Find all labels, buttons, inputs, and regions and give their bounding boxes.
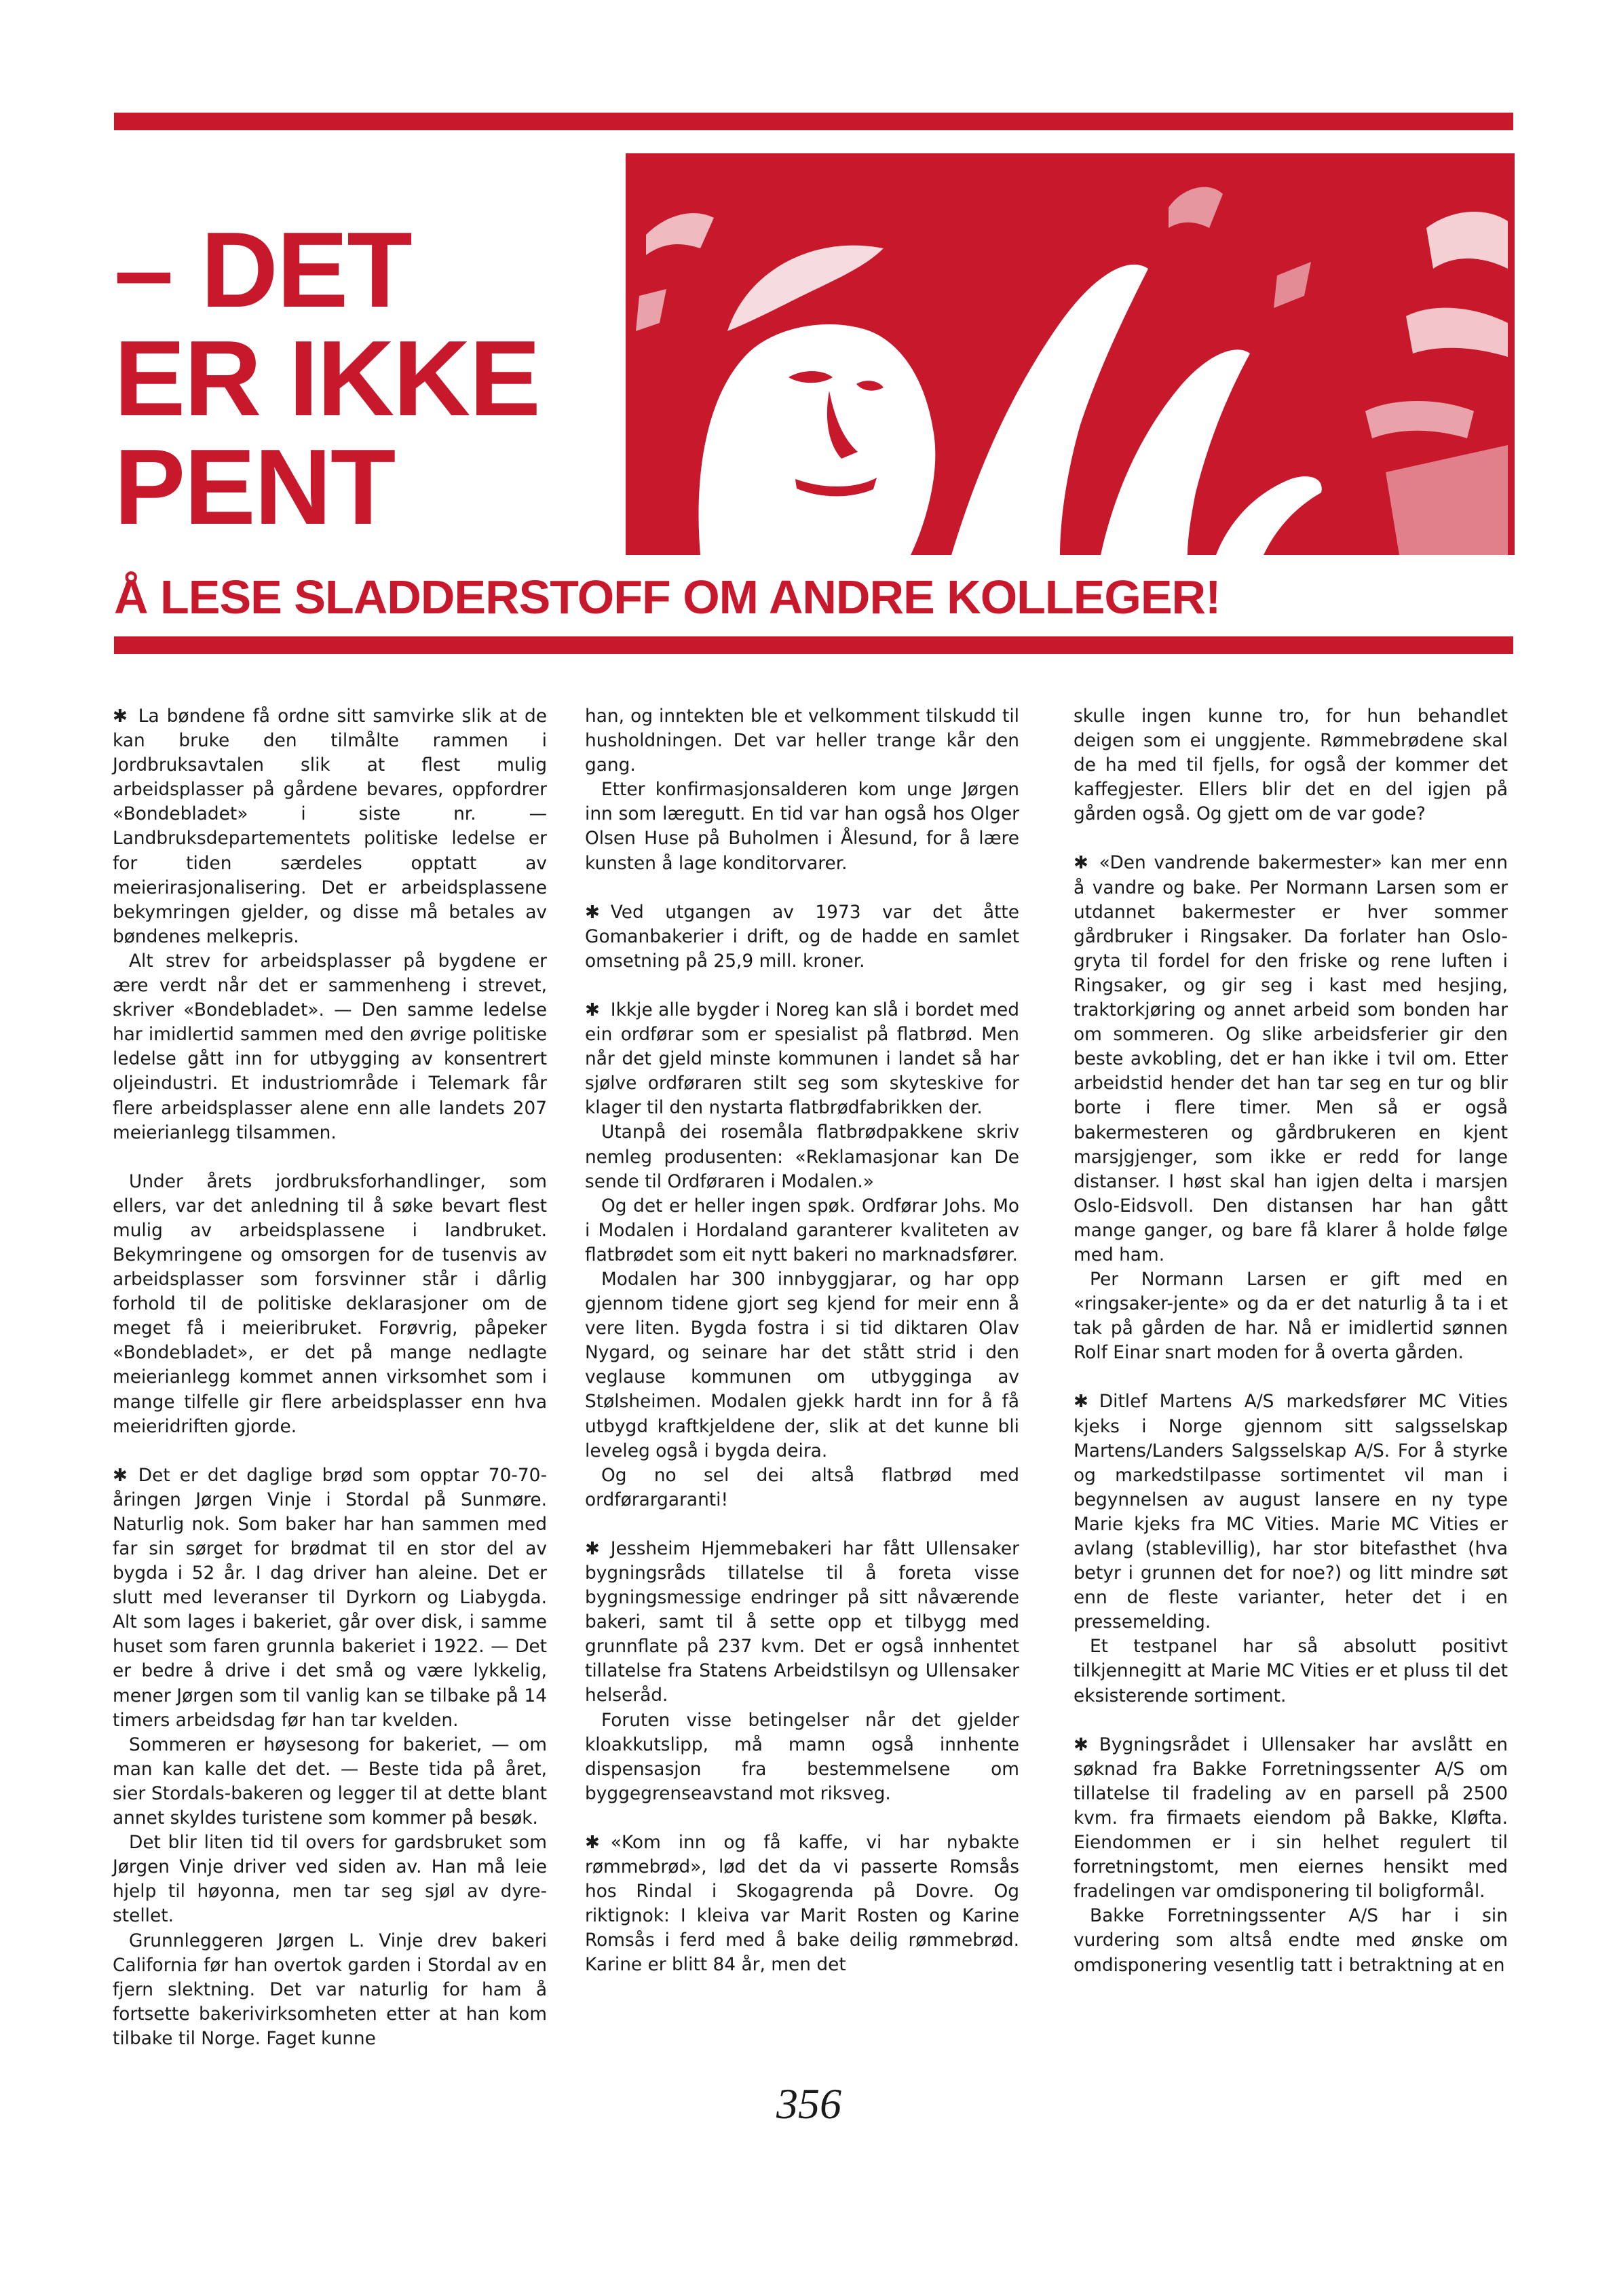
paragraph: han, og inntekten ble et velkomment tilskudd til husholdningen. Det var heller trange kår den gang. [585, 706, 1019, 776]
portrait-engraving-image [626, 153, 1515, 555]
news-item: ✱ Det er det daglige brød som opptar 70-70-åringen Jørgen Vinje i Stordal på Sunmøre. Naturlig nok. Som baker har han sammen med far sin sørget for brødmat til en stor del av bygda i 52 år. I dag driver han aleine. Det er slutt med leveranser til Dyrkorn og Liabygda. Alt som lages i bakeriet, går over disk, i samme huset som faren grunnla bakeriet i 1922. — Det er bedre å drive i det små og være lykkelig, mener Jørgen som til vanlig kan se tilbake på 14 timers arbeidsdag før han tar kvelden. [113, 1463, 547, 1733]
paragraph: Under årets jordbruksforhandlinger, som ellers, var det anledning til å søke bevart flest mulig av arbeidsplassene i landbruket. Bekymringene og omsorgen for de tusenvis av arbeidsplasser som forsvinner står i dårlig forhold til de politiske deklarasjoner om de meget få i meieribruket. Forøvrig, påpeker «Bondebladet», er det på mange nedlagte meierianlegg kommet annen virksomhet som i mange tilfelle gir flere arbeidsplasser enn hva meieridriften gjorde. [113, 1170, 547, 1437]
paragraph: Og no sel dei altså flatbrød med ordførargaranti! [585, 1464, 1019, 1510]
article-column-2 [585, 704, 1019, 1978]
paragraph: Per Normann Larsen er gift med en «ringsaker-jente» og da er det naturlig å ta i et tak på gården de har. Nå er imidlertid sønnen Rolf Einar snart moden for å overta gården. [1074, 1269, 1508, 1364]
paragraph: Grunnleggeren Jørgen L. Vinje drev bakeri California før han overtok garden i Stordal av en fjern slektning. Det var naturlig for ham å fortsette bakerivirksomheten etter at han kom tilbake til Norge. Faget kunne [113, 1930, 547, 2049]
article-column-3 [1074, 704, 1508, 1978]
news-item: ✱ «Den vandrende bakermester» kan mer enn å vandre og bake. Per Normann Larsen som er utdannet bakermester er hver sommer gårdbruker i Ringsaker. Da forlater han Oslo-gryta til fordel for den friske og rene luften i Ringsaker, og gir seg i kast med hesjing, traktorkjøring og annet arbeid som bonden har om sommeren. Og slike arbeidsferier gir den beste avkobling, det er han ikke i tvil om. Etter arbeidstid hender det han tar seg en tur og blir borte i flere timer. Men så er også bakermesteren og gårdbrukeren en kjent marsjgjenger, som ikke er redd for lange distanser. I høst skal han igjen delta i marsjen Oslo-Eidsvoll. Den distansen har han gått mange ganger, og bare få klarer å holde følge med ham. [1074, 851, 1508, 1267]
news-item: ✱ «Kom inn og få kaffe, vi har nybakte rømmebrød», lød det da vi passerte Romsås hos Rindal i Skogagrenda på Dovre. Og riktignok: I kleiva var Marit Rosten og Karine Romsås i ferd med å bake deilig rømmebrød. Karine er blitt 84 år, men det [585, 1831, 1019, 1978]
news-item: ✱ Ved utgangen av 1973 var det åtte Gomanbakerier i drift, og de hadde en samlet omsetning på 25,9 mill. kroner. [585, 900, 1019, 974]
paragraph: Bakke Forretningssenter A/S har i sin vurdering som altså endte med ønske om omdisponering vesentlig tatt i betraktning at en [1074, 1905, 1508, 1976]
page-number: 356 [776, 2080, 841, 2128]
paragraph: Foruten visse betingelser når det gjelder kloakkutslipp, må mamn også innhente dispensasjon fra bestemmelsene om byggegrenseavstand mot riksveg. [585, 1709, 1019, 1804]
headline [114, 210, 589, 547]
paragraph: Utanpå dei rosemåla flatbrødpakkene skriv nemleg produsenten: «Reklamasjonar kan De sende til Ordføraren i Modalen.» [585, 1122, 1019, 1192]
article-column-1 [113, 704, 547, 2051]
news-item: ✱ Ditlef Martens A/S markedsfører MC Vities kjeks i Norge gjennom sitt salgsselskap Martens/Landers Salgsselskap A/S. For å styrke og markedstilpasse sortimentet vil man i begynnelsen av august lansere en ny type Marie kjeks fra MC Vities. Marie MC Vities er avlang (stablevillig), har stor bitefasthet (hva betyr i grunnen det for noe?) og litt mindre søt enn de fleste varianter, heter det i en pressemelding. [1074, 1390, 1508, 1634]
paragraph: Sommeren er høysesong for bakeriet, — om man kan kalle det det. — Beste tida på året, sier Stordals-bakeren og legger til at dette blant annet skyldes turistene som kommer på besøk. [113, 1734, 547, 1829]
paragraph: Og det er heller ingen spøk. Ordførar Johs. Mo i Modalen i Hordaland garanterer kvaliteten av flatbrødet som eit nytt bakeri no marknadsfører. [585, 1195, 1019, 1265]
headline-line-3: PENT [114, 427, 395, 547]
paragraph: Et testpanel har så absolutt positivt tilkjennegitt at Marie MC Vities er et pluss til det eksisterende sortiment. [1074, 1636, 1508, 1706]
paragraph: Det blir liten tid til overs for gardsbruket som Jørgen Vinje driver ved siden av. Han må leie hjelp til høyonna, men tar seg sjøl av dyre-stellet. [113, 1832, 547, 1927]
news-item: ✱ Ikkje alle bygder i Noreg kan slå i bordet med ein ordførar som er spesialist på flatbrød. Men når det gjeld minste kommunen i landet så har sjølve ordføraren stilt seg som skyteskive for klager til den nystarta flatbrødfabrikken der. [585, 998, 1019, 1120]
bottom-red-rule [114, 636, 1513, 654]
news-item: ✱ Jessheim Hjemmebakeri har fått Ullensaker bygningsråds tillatelse til å foreta visse bygningsmessige endringer på sitt nåværende bakeri, samt til å sette opp et tilbygg med grunnflate på 237 kvm. Det er også innhentet tillatelse fra Statens Arbeidstilsyn og Ullensaker helseråd. [585, 1537, 1019, 1708]
news-item: ✱ Bygningsrådet i Ullensaker har avslått en søknad fra Bakke Forretningssenter A/S om tillatelse til fradeling av en parsell på 2500 kvm. fra firmaets eiendom på Bakke, Kløfta. Eiendommen er i sin helhet regulert til forretningstomt, men eiernes hensikt med fradelingen var omdisponering til boligformål. [1074, 1733, 1508, 1905]
paragraph: Alt strev for arbeidsplasser på bygdene er ære verdt når det er sammenheng i strevet, skriver «Bondebladet». — Den samme ledelse har imidlertid sammen med den øvrige politiske ledelse gått inn for utbygging av konsentrert oljeindustri. Et industriområde i Telemark får flere arbeidsplasser alene enn alle landets 207 meierianlegg tilsammen. [113, 950, 547, 1143]
subheadline: Å LESE SLADDERSTOFF OM ANDRE KOLLEGER! [114, 571, 1221, 624]
paragraph: Modalen har 300 innbyggjarar, og har opp gjennom tidene gjort seg kjend for meir enn å vere liten. Bygda fostra i si tid diktaren Olav Nygard, og seinare har det stått strid i den veglause kommunen om utbygginga av Stølsheimen. Modalen gjekk hardt inn for å få utbygd kraftkjeldene der, slik at det kunne bli leveleg også i bygda deira. [585, 1268, 1019, 1461]
top-red-rule [114, 113, 1513, 130]
headline-line-2: ER IKKE [114, 319, 539, 438]
paragraph: Etter konfirmasjonsalderen kom unge Jørgen inn som læregutt. En tid var han også hos Olger Olsen Huse på Buholmen i Ålesund, for å lære kunsten å lage konditorvarer. [585, 779, 1019, 874]
news-item: ✱ La bøndene få ordne sitt samvirke slik at de kan bruke den tilmålte rammen i Jordbruksavtalen slik at flest mulig arbeidsplasser på gårdene bevares, oppfordrer «Bondebladet» i siste nr. — Landbruksdepartementets politiske ledelse er for tiden særdeles opptatt av meierirasjonalisering. Det er arbeidsplassene bekymringen gjelder, og disse må betales av bøndenes melkepris. [113, 704, 547, 949]
headline-line-1: – DET [114, 210, 411, 330]
paragraph: skulle ingen kunne tro, for hun behandlet deigen som ei unggjente. Rømmebrødene skal de ha med til fjells, for også der kommer det kaffegjester. Ellers blir det en del igjen på gården også. Og gjett om de var gode? [1074, 706, 1508, 825]
